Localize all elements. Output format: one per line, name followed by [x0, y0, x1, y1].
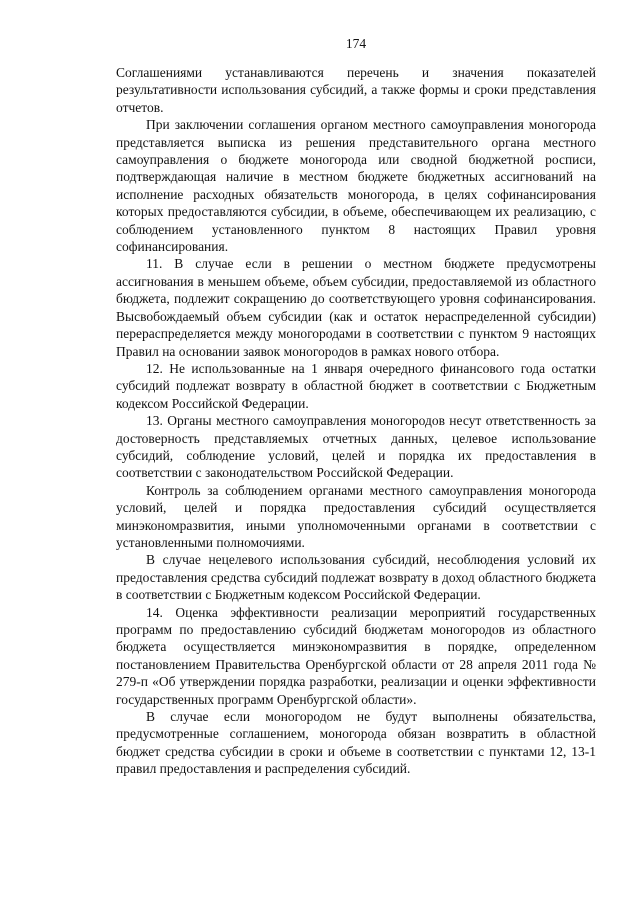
paragraph-control: Контроль за соблюдением органами местного самоуправления моногорода условий, целей и порядка предоставления субсидий осуществляется минэкономразвития, иными уполномоченными органами в соответствии с установленными полномочиями.: [116, 482, 596, 550]
paragraph-obligations: В случае если моногородом не будут выполнены обязательства, предусмотренные соглашением, моногорода обязан возвратить в областной бюджет средства субсидии в сроки и объеме в соответствии с пунктами 12, 13-1 правил предоставления и распределения субсидий.: [116, 709, 596, 777]
paragraph-item-12: 12. Не использованные на 1 января очередного финансового года остатки субсидий подлежат возврату в областной бюджет в соответствии с Бюджетным кодексом Российской Федерации.: [116, 360, 596, 411]
paragraph-misuse: В случае нецелевого использования субсидий, несоблюдения условий их предоставления средства субсидий подлежат возврату в доход областного бюджета в соответствии с Бюджетным кодексом Российской Федерации.: [116, 552, 596, 603]
paragraph-item-13: 13. Органы местного самоуправления моногородов несут ответственность за достоверность представляемых отчетных данных, целевое использование субсидий, соблюдение условий, целей и порядка их предоставления в соответствии с законодательством Российской Федерации.: [116, 413, 596, 481]
paragraph-item-14: 14. Оценка эффективности реализации мероприятий государственных программ по предоставлению субсидий бюджетам моногородов из областного бюджета осуществляется минэкономразвития в порядке, определенном постановлением Правительства Оренбургской области от 28 апреля 2011 года № 279-п «Об утверждении порядка разработки, реализации и оценки эффективности государственных программ Оренбургской области».: [116, 604, 596, 707]
page-number: 174: [345, 36, 367, 51]
paragraph-agreement-extract: При заключении соглашения органом местного самоуправления моногорода представляется выписка из решения представительного органа местного самоуправления о бюджете моногорода или сводной бюджетной росписи, подтверждающая наличие в местном бюджете бюджетных ассигнований на исполнение расходных обязательств моногорода, в целях софинансирования которых предоставляются субсидии, в объеме, обеспечивающем их реализацию, с соблюдением установленного пунктом 8 настоящих Правил уровня софинансирования.: [116, 117, 596, 255]
paragraph-reporting: Соглашениями устанавливаются перечень и значения показателей результативности использования субсидий, а также формы и сроки представления отчетов.: [116, 65, 596, 115]
paragraph-item-11: 11. В случае если в решении о местном бюджете предусмотрены ассигнования в меньшем объеме, объем субсидии, предоставляемой из областного бюджета, подлежит сокращению до соответствующего уровня софинансирования. Высвобождаемый объем субсидии (как и остаток нераспределенной субсидии) перераспределяется между моногородами в соответствии с пунктом 9 настоящих Правил на основании заявок моногородов в рамках нового отбора.: [116, 256, 596, 359]
